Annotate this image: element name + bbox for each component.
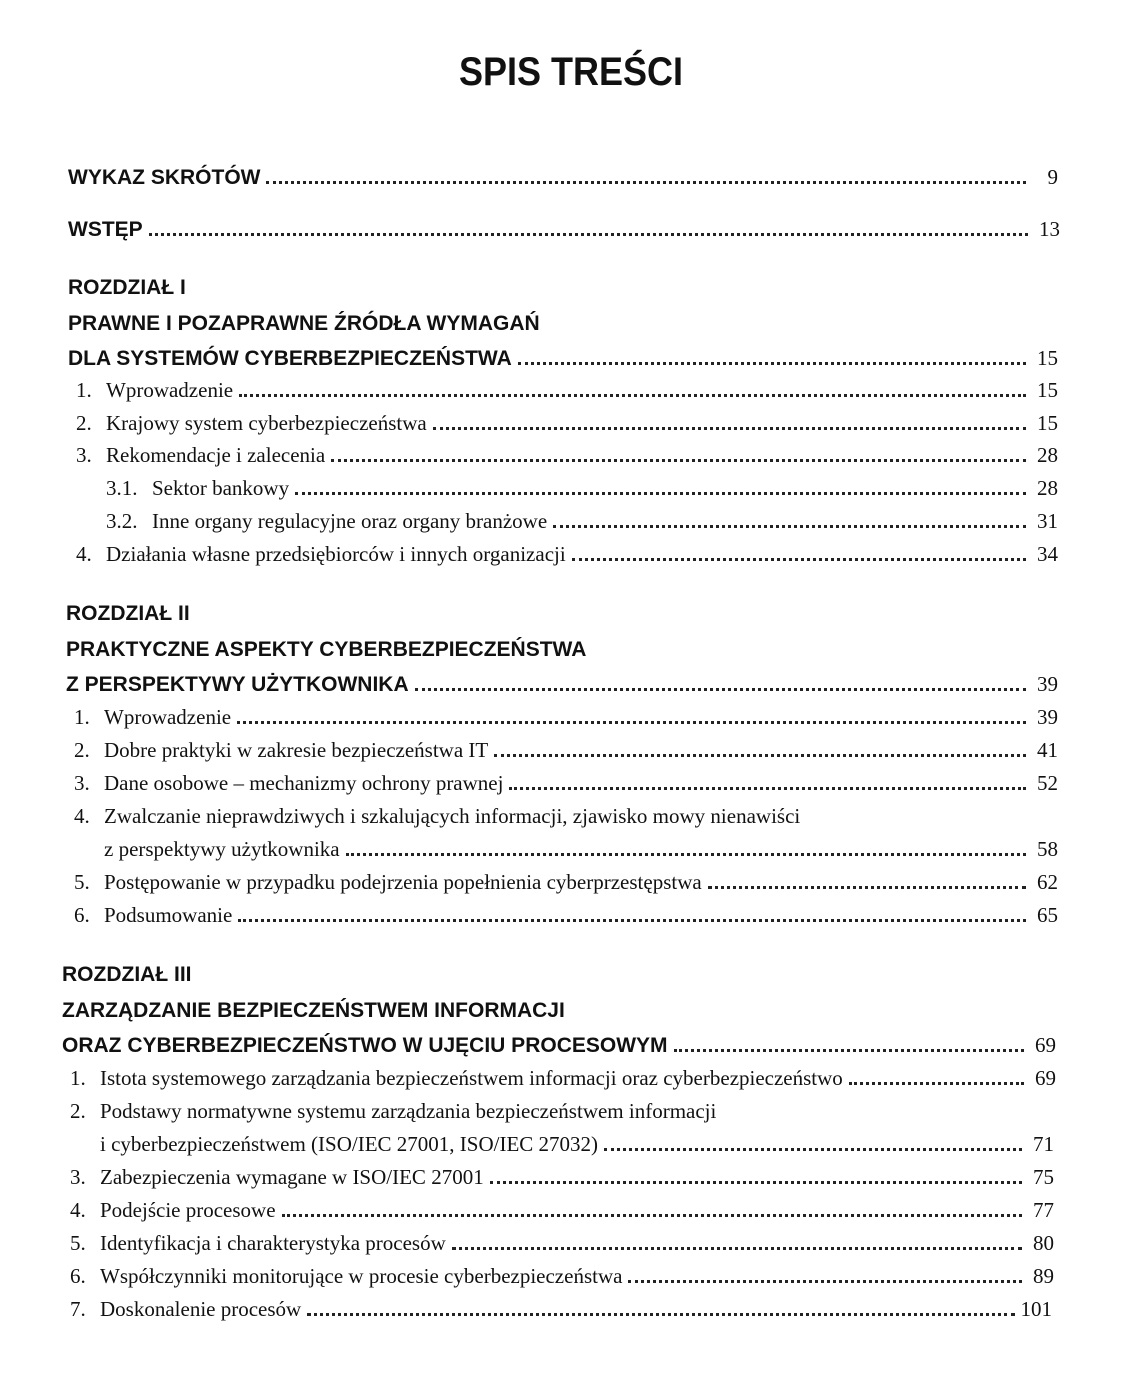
dot-leader [433, 427, 1026, 430]
entry-label: Postępowanie w przypadku podejrzenia popełnienia cyberprzestępstwa [104, 870, 702, 894]
page-number: 89 [1033, 1264, 1054, 1288]
section-entry-line1[interactable]: 4. Zwalczanie nieprawdziwych i szkalujących informacji, zjawisko mowy nienawiści [74, 804, 801, 828]
entry-label: Podsumowanie [104, 903, 233, 927]
chapter-title-line: ZARZĄDZANIE BEZPIECZEŃSTWEM INFORMACJI [62, 999, 565, 1022]
section-entry[interactable]: 4. Działania własne przedsiębiorców i innych organizacji 34 [76, 542, 1058, 566]
entry-label-continued: z perspektywy użytkownika [104, 837, 340, 861]
chapter-label: ROZDZIAŁ II [66, 602, 190, 625]
dot-leader [604, 1148, 1022, 1151]
section-entry[interactable]: 3. Rekomendacje i zalecenia 28 [76, 443, 1058, 467]
dot-leader [494, 754, 1026, 757]
page-number: 65 [1037, 903, 1058, 927]
dot-leader [346, 853, 1026, 856]
entry-label: Podejście procesowe [100, 1198, 276, 1222]
entry-label: Identyfikacja i charakterystyka procesów [100, 1231, 446, 1255]
dot-leader [282, 1214, 1022, 1217]
page-number: 34 [1037, 542, 1058, 566]
dot-leader [572, 558, 1026, 561]
section-entry[interactable]: 1. Wprowadzenie 15 [76, 378, 1058, 402]
chapter-entry[interactable] [68, 341, 1058, 371]
section-entry[interactable]: 1. Istota systemowego zarządzania bezpieczeństwem informacji oraz cyberbezpieczeństwo 69 [70, 1066, 1056, 1090]
page-number: 9 [1047, 165, 1058, 189]
entry-label: Sektor bankowy [152, 476, 290, 500]
dot-leader [295, 492, 1026, 495]
dot-leader [452, 1247, 1022, 1250]
chapter-entry[interactable] [62, 1028, 1056, 1058]
section-entry[interactable]: 5. Postępowanie w przypadku podejrzenia popełnienia cyberprzestępstwa 62 [74, 870, 1058, 894]
dot-leader [674, 1049, 1024, 1052]
page-number: 69 [1035, 1066, 1056, 1090]
dot-leader [553, 525, 1026, 528]
dot-leader [237, 721, 1026, 724]
page-number: 101 [1020, 1297, 1052, 1321]
entry-label: Wprowadzenie [106, 378, 234, 402]
section-entry-line2[interactable] [104, 832, 1058, 862]
page-number: 31 [1037, 509, 1058, 533]
dot-leader [239, 394, 1026, 397]
entry-label: Wprowadzenie [104, 705, 232, 729]
dot-leader [307, 1313, 1014, 1316]
section-entry[interactable]: 3. Dane osobowe – mechanizmy ochrony prawnej 52 [74, 771, 1058, 795]
entry-label: Podstawy normatywne systemu zarządzania bezpieczeństwem informacji [100, 1099, 717, 1123]
page-number: 39 [1037, 672, 1058, 696]
page-number: 75 [1033, 1165, 1054, 1189]
entry-label: Doskonalenie procesów [100, 1297, 302, 1321]
section-entry[interactable]: 2. Krajowy system cyberbezpieczeństwa 15 [76, 411, 1058, 435]
page-number: 52 [1037, 771, 1058, 795]
section-entry[interactable]: 4. Podejście procesowe 77 [70, 1198, 1054, 1222]
toc-entry-introduction[interactable] [68, 212, 1060, 242]
chapter-label: ROZDZIAŁ III [62, 963, 192, 986]
chapter-entry[interactable] [66, 667, 1058, 697]
entry-label: Działania własne przedsiębiorców i innych organizacji [106, 542, 566, 566]
dot-leader [415, 688, 1026, 691]
dot-leader [708, 886, 1026, 889]
page-number: 28 [1037, 443, 1058, 467]
entry-label: Zwalczanie nieprawdziwych i szkalujących informacji, zjawisko mowy nienawiści [104, 804, 801, 828]
entry-label: Istota systemowego zarządzania bezpieczeństwem informacji oraz cyberbezpieczeństwo [100, 1066, 843, 1090]
dot-leader [149, 233, 1028, 236]
entry-label: Dobre praktyki w zakresie bezpieczeństwa IT [104, 738, 489, 762]
section-entry[interactable]: 3. Zabezpieczenia wymagane w ISO/IEC 27001 75 [70, 1165, 1054, 1189]
subsection-entry[interactable]: 3.1. Sektor bankowy 28 [106, 476, 1058, 500]
section-entry[interactable]: 6. Podsumowanie 65 [74, 903, 1058, 927]
page-number: 69 [1035, 1033, 1056, 1057]
page-number: 58 [1037, 837, 1058, 861]
dot-leader [628, 1280, 1022, 1283]
page-number: 15 [1037, 411, 1058, 435]
page-number: 13 [1039, 217, 1060, 241]
page-number: 15 [1037, 346, 1058, 370]
section-entry-line1[interactable]: 2. Podstawy normatywne systemu zarządzania bezpieczeństwem informacji [70, 1099, 717, 1123]
section-entry[interactable]: 7. Doskonalenie procesów 101 [70, 1297, 1052, 1321]
entry-label: Współczynniki monitorujące w procesie cyberbezpieczeństwa [100, 1264, 623, 1288]
chapter-title-line: PRAWNE I POZAPRAWNE ŹRÓDŁA WYMAGAŃ [68, 312, 540, 335]
chapter-label: ROZDZIAŁ I [68, 276, 186, 299]
entry-label: Z PERSPEKTYWY UŻYTKOWNIKA [66, 673, 409, 696]
page-number: 28 [1037, 476, 1058, 500]
dot-leader [266, 181, 1026, 184]
dot-leader [490, 1181, 1022, 1184]
page-number: 41 [1037, 738, 1058, 762]
entry-label: Zabezpieczenia wymagane w ISO/IEC 27001 [100, 1165, 484, 1189]
page-number: 15 [1037, 378, 1058, 402]
entry-label-continued: i cyberbezpieczeństwem (ISO/IEC 27001, ISO/IEC 27032) [100, 1132, 599, 1156]
entry-label: Rekomendacje i zalecenia [106, 443, 326, 467]
toc-entry-abbreviations[interactable] [68, 160, 1058, 190]
entry-label: Inne organy regulacyjne oraz organy branżowe [152, 509, 548, 533]
section-entry[interactable]: 5. Identyfikacja i charakterystyka procesów 80 [70, 1231, 1054, 1255]
dot-leader [518, 362, 1026, 365]
dot-leader [331, 459, 1026, 462]
entry-label: WSTĘP [68, 218, 143, 241]
section-entry[interactable]: 6. Współczynniki monitorujące w procesie cyberbezpieczeństwa 89 [70, 1264, 1054, 1288]
dot-leader [849, 1082, 1024, 1085]
page-number: 62 [1037, 870, 1058, 894]
entry-label: Dane osobowe – mechanizmy ochrony prawnej [104, 771, 504, 795]
page-number: 77 [1033, 1198, 1054, 1222]
section-entry[interactable]: 1. Wprowadzenie 39 [74, 705, 1058, 729]
page-number: 80 [1033, 1231, 1054, 1255]
section-entry[interactable]: 2. Dobre praktyki w zakresie bezpieczeństwa IT 41 [74, 738, 1058, 762]
dot-leader [509, 787, 1026, 790]
entry-label: WYKAZ SKRÓTÓW [68, 166, 261, 189]
entry-label: ORAZ CYBERBEZPIECZEŃSTWO W UJĘCIU PROCESOWYM [62, 1034, 668, 1057]
entry-label: Krajowy system cyberbezpieczeństwa [106, 411, 427, 435]
section-entry-line2[interactable] [100, 1127, 1054, 1157]
page-number: 71 [1033, 1132, 1054, 1156]
dot-leader [238, 919, 1026, 922]
page-title: SPIS TREŚCI [458, 50, 684, 94]
page-number: 39 [1037, 705, 1058, 729]
chapter-title-line: PRAKTYCZNE ASPEKTY CYBERBEZPIECZEŃSTWA [66, 638, 587, 661]
subsection-entry[interactable]: 3.2. Inne organy regulacyjne oraz organy branżowe 31 [106, 509, 1058, 533]
entry-label: DLA SYSTEMÓW CYBERBEZPIECZEŃSTWA [68, 347, 512, 370]
